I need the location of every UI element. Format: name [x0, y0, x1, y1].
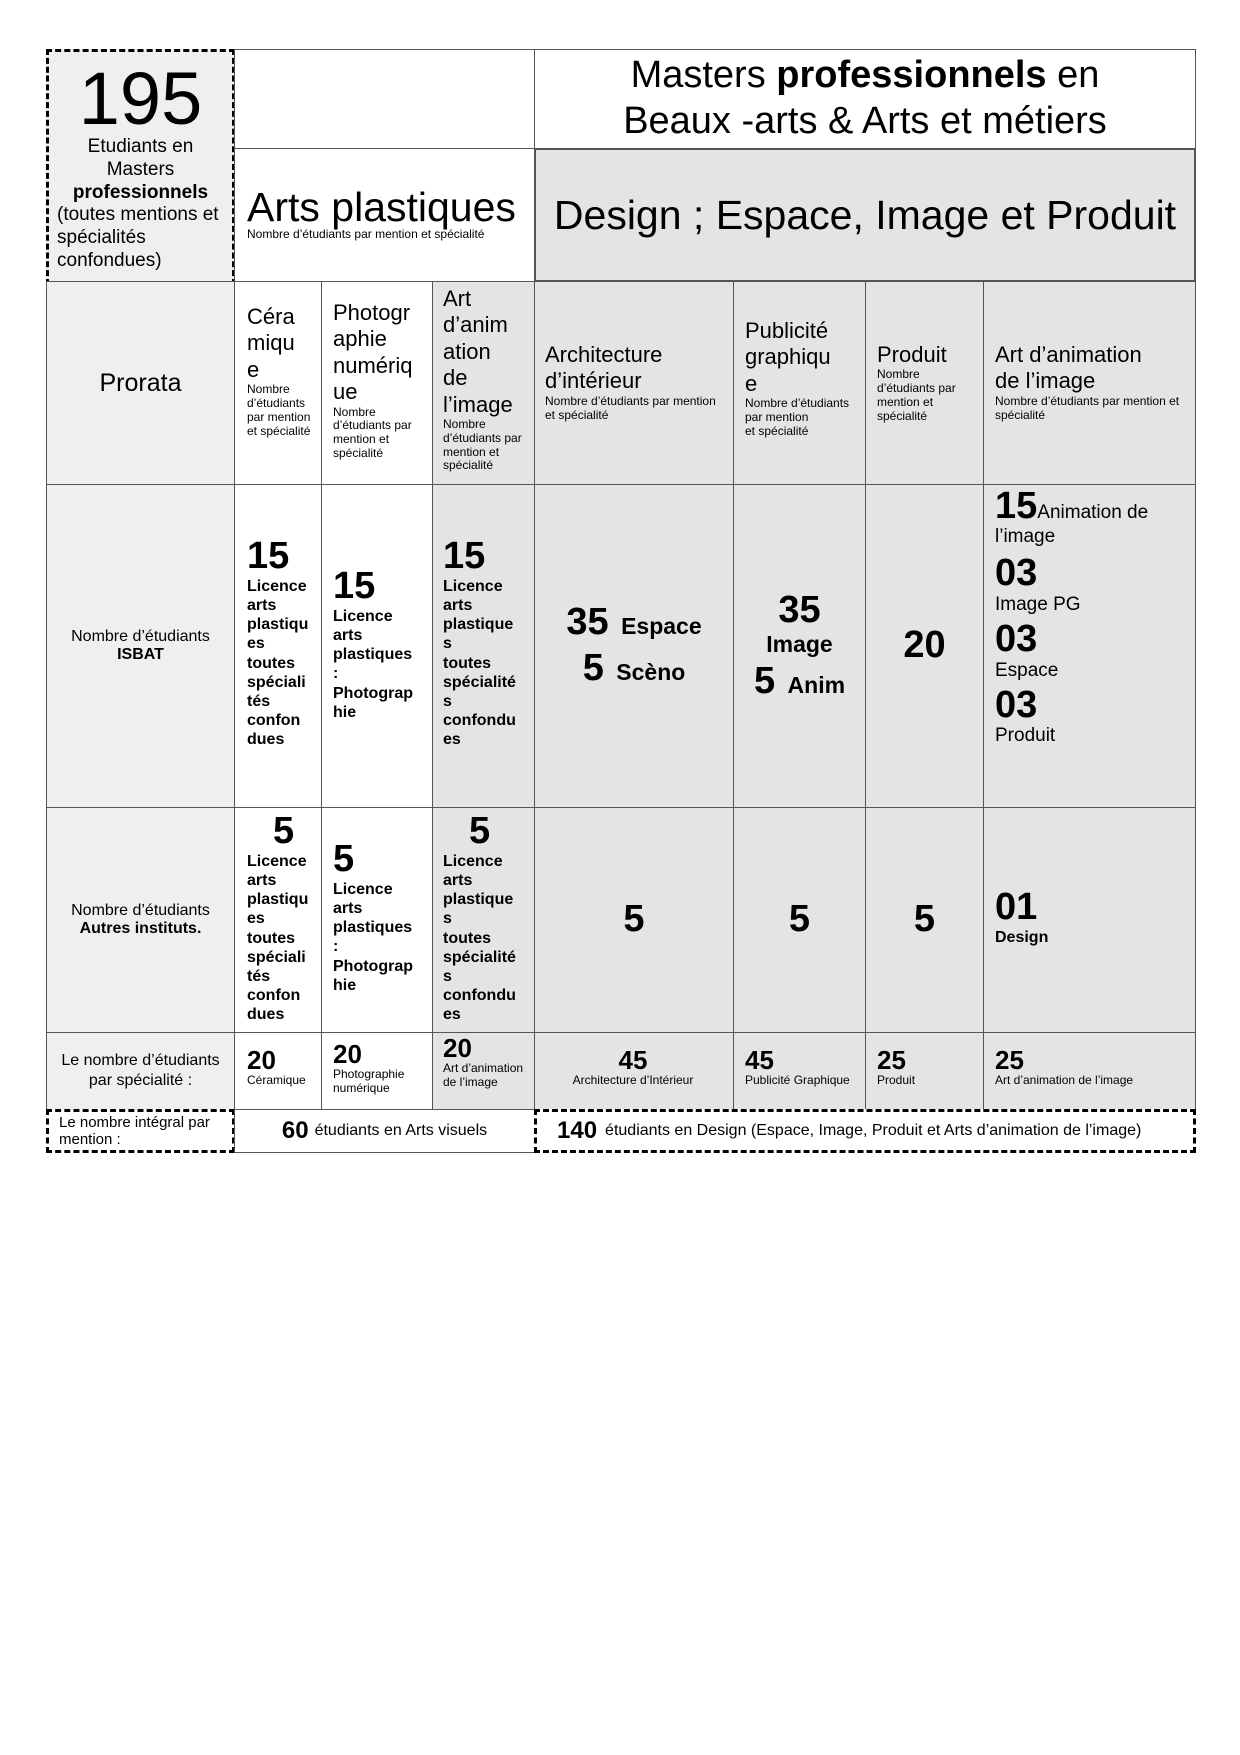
row-label-par-spec: Le nombre d’étudiants par spécialité :	[46, 1032, 235, 1110]
integral-arts: 60 étudiants en Arts visuels	[234, 1109, 535, 1153]
total-students-number: 195	[78, 57, 203, 140]
total-ceramique: 20 Céramique	[234, 1032, 322, 1110]
autres-photo: 5 Licence arts plastiques : Photograp hie	[321, 807, 433, 1033]
autres-anim-ap: 5 Licence arts plastique s toutes spécialité s confondu es	[432, 807, 535, 1033]
isbat-pub: 35 Image 5 Anim	[733, 484, 866, 808]
page-title	[534, 49, 1196, 149]
mention-design-name: Design ; Espace, Image et Produit	[553, 191, 1177, 238]
spec-header-produit: Produit Nombre d’étudiants par mention et spécialité	[865, 281, 984, 485]
total-archi: 45 Architecture d’Intérieur	[534, 1032, 734, 1110]
spec-header-anim-d: Art d’animation de l’image Nombre d’étudiants par mention et spécialité	[983, 281, 1196, 485]
mention-arts-name: Arts plastiques	[247, 184, 516, 230]
blank-header-cell	[234, 49, 535, 149]
row-label-prorata: Prorata	[46, 281, 235, 485]
autres-pub: 5	[733, 807, 866, 1033]
title-line2: Beaux -arts & Arts et métiers	[623, 100, 1107, 142]
title-masters: Masters	[630, 54, 766, 97]
total-students-cell	[46, 49, 235, 285]
isbat-anim-d: 15Animation de l’image 03 Image PG 03 Espace 03 Produit	[983, 484, 1196, 808]
total-students-label: Etudiants en Masters	[87, 136, 194, 180]
total-produit: 25 Produit	[865, 1032, 984, 1110]
isbat-photo: 15 Licence arts plastiques : Photograp hie	[321, 484, 433, 808]
title-en: en	[1057, 54, 1100, 97]
title-professionnels: professionnels	[776, 54, 1047, 97]
spec-header-photo: Photogr aphie numériq ue Nombre d’étudiants par mention et spécialité	[321, 281, 433, 485]
isbat-archi: 35 Espace 5 Scèno	[534, 484, 734, 808]
integral-design: 140 étudiants en Design (Espace, Image, Produit et Arts d’animation de l’image)	[534, 1109, 1196, 1153]
autres-archi: 5	[534, 807, 734, 1033]
mention-arts-sub: Nombre d’étudiants par mention et spécialité	[247, 227, 485, 241]
isbat-produit: 20	[865, 484, 984, 808]
total-students-note: (toutes mentions et spécialités confondues)	[57, 204, 219, 271]
isbat-ceramique: 15 Licence arts plastiqu es toutes spéciali tés confon dues	[234, 484, 322, 808]
total-pub: 45 Publicité Graphique	[733, 1032, 866, 1110]
isbat-anim-ap: 15 Licence arts plastique s toutes spécialité s confondu es	[432, 484, 535, 808]
total-students-professionnels: professionnels	[72, 181, 209, 203]
autres-ceramique: 5 Licence arts plastiqu es toutes spéciali tés confon dues	[234, 807, 322, 1033]
row-label-isbat: Nombre d’étudiants ISBAT	[46, 484, 235, 808]
spec-header-ceramique: Céra miqu e Nombre d’étudiants par mention et spécialité	[234, 281, 322, 485]
total-anim-ap: 20 Art d’animation de l’image	[432, 1032, 535, 1110]
total-anim-d: 25 Art d’animation de l’image	[983, 1032, 1196, 1110]
row-label-integral: Le nombre intégral par mention :	[46, 1109, 235, 1153]
autres-anim-d: 01 Design	[983, 807, 1196, 1033]
spec-header-pub: Publicité graphiqu e Nombre d’étudiants par mention et spécialité	[733, 281, 866, 485]
mention-arts-plastiques	[234, 148, 535, 282]
total-photo: 20 Photographie numérique	[321, 1032, 433, 1110]
spec-header-archi: Architecture d’intérieur Nombre d’étudiants par mention et spécialité	[534, 281, 734, 485]
autres-produit: 5	[865, 807, 984, 1033]
row-label-autres: Nombre d’étudiants Autres instituts.	[46, 807, 235, 1033]
spec-header-anim-ap: Art d’anim ation de l’image Nombre d’étudiants par mention et spécialité	[432, 281, 535, 485]
mention-design	[534, 148, 1196, 282]
